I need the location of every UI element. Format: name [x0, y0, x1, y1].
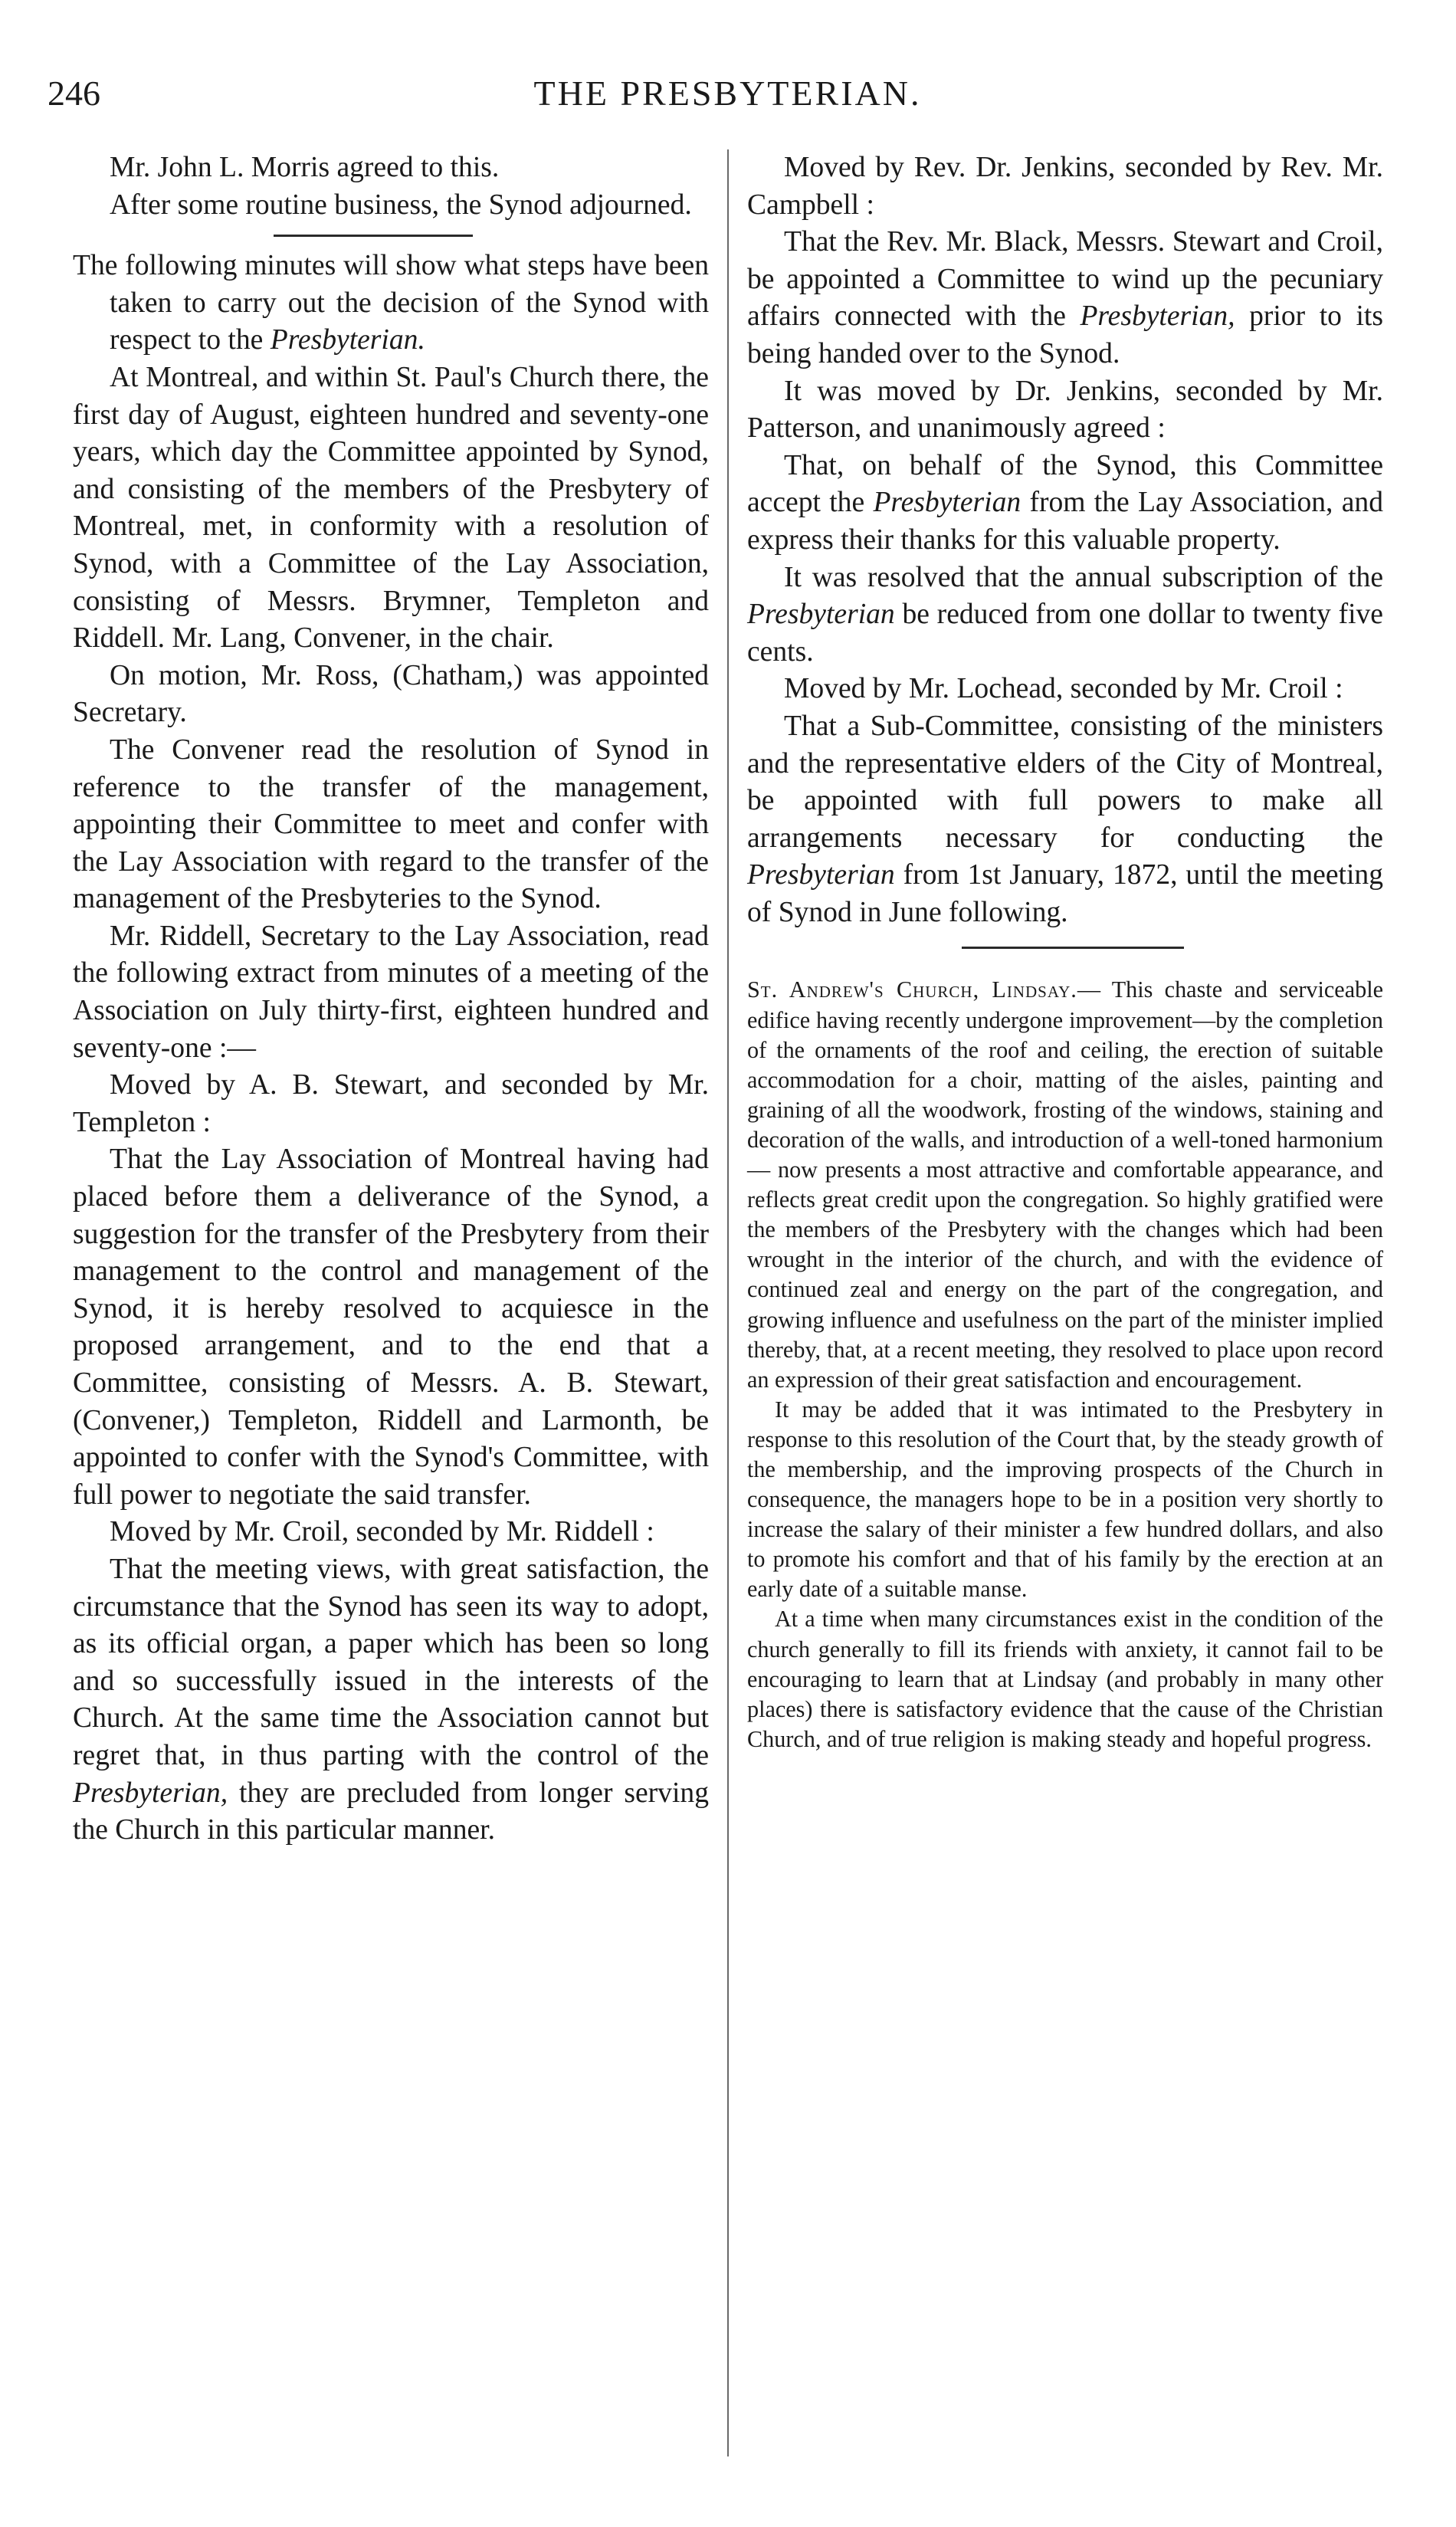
- paragraph: That the Rev. Mr. Black, Messrs. Stewart and Croil, be appointed a Committee to wind up the pecuniary affairs connected with the Presbyterian, prior to its being handed over to the Synod.: [747, 226, 1383, 369]
- paragraph: It was resolved that the annual subscription of the Presbyterian be reduced from one dollar to twenty five cents.: [747, 561, 1383, 668]
- section-divider: [274, 235, 473, 237]
- paragraph: That the meeting views, with great satisfaction, the circumstance that the Synod has seen its way to adopt, as its official organ, a paper which has been so long and so successfully issued in the interests of the Church. At the same time the Association cannot but regret that, in thus parting with the control of the Presbyterian, they are precluded from longer serving the Church in this particular manner.: [73, 1553, 709, 1846]
- paragraph: Moved by Mr. Croil, seconded by Mr. Riddell :: [110, 1516, 654, 1548]
- section-divider: [962, 947, 1184, 949]
- article-paragraph: At a time when many circumstances exist in the condition of the church generally to fill its friends with anxiety, it cannot fail to be encouraging to learn that at Lindsay (and probably in many other places) there is satisfactory evidence that the cause of the Christian Church, and of true religion is making steady and hopeful progress.: [747, 1606, 1383, 1752]
- running-head: THE PRESBYTERIAN.: [533, 74, 922, 113]
- paragraph: Moved by Rev. Dr. Jenkins, seconded by Rev. Mr. Campbell :: [747, 152, 1383, 221]
- left-column: [73, 149, 709, 1849]
- italic-title: Presbyterian,: [1080, 300, 1235, 333]
- italic-title: Presbyterian: [747, 599, 895, 631]
- paragraph: The Convener read the resolution of Synod in reference to the transfer of the management, appointing their Committee to meet and confer with the Lay Association with regard to the transfer of the management of the Presbyteries to the Synod.: [73, 733, 709, 915]
- article-paragraph: St. Andrew's Church, Lindsay.— This chaste and serviceable edifice having recently undergone improvement—by the completion of the ornaments of the roof and ceiling, the erection of suitable accommodation for a choir, matting of the aisles, painting and graining of all the woodwork, frosting of the windows, staining and decoration of the walls, and introduction of a well-toned harmonium — now presents a most attractive and comfortable appearance, and reflects great credit upon the congregation. So highly gratified were the members of the Presbytery with the changes which had been wrought in the interior of the church, and with the evidence of continued zeal and energy on the part of the congregation, and growing influence and usefulness on the part of the minister implied thereby, that, at a recent meeting, they resolved to place upon record an expression of their great satisfaction and encouragement.: [747, 976, 1383, 1393]
- paragraph: Moved by A. B. Stewart, and seconded by Mr. Templeton :: [73, 1069, 709, 1138]
- paragraph: That, on behalf of the Synod, this Committee accept the Presbyterian from the Lay Association, and express their thanks for this valuable property.: [747, 449, 1383, 556]
- paragraph: The following minutes will show what steps have been taken to carry out the decision of the Synod with respect to the Presbyterian.: [73, 250, 709, 356]
- right-column: [747, 149, 1383, 1754]
- paragraph: Mr. Riddell, Secretary to the Lay Association, read the following extract from minutes of a meeting of the Association on July thirty-first, eighteen hundred and seventy-one :—: [73, 920, 709, 1064]
- page-number: 246: [48, 74, 100, 113]
- article-paragraph: It may be added that it was intimated to the Presbytery in response to this resolution of the Court that, by the steady growth of the membership, and the improving prospects of the Church in consequence, the managers hope to be in a position very shortly to increase the salary of their minister a few hundred dollars, and also to promote his comfort and that of his family by the erection at an early date of a suitable manse.: [747, 1396, 1383, 1603]
- italic-title: Presbyterian.: [270, 324, 425, 356]
- paragraph: After some routine business, the Synod adjourned.: [110, 189, 692, 221]
- article-heading: St. Andrew's Church, Lindsay.: [747, 976, 1077, 1003]
- paragraph: On motion, Mr. Ross, (Chatham,) was appointed Secretary.: [73, 659, 709, 729]
- italic-title: Presbyterian: [873, 487, 1021, 519]
- paragraph: It was moved by Dr. Jenkins, seconded by Mr. Patterson, and unanimously agreed :: [747, 375, 1383, 445]
- news-article: [747, 975, 1383, 1754]
- paragraph: Mr. John L. Morris agreed to this.: [110, 152, 500, 183]
- italic-title: Presbyterian: [747, 859, 895, 891]
- italic-title: Presbyterian,: [73, 1777, 228, 1809]
- column-rule: [727, 149, 729, 2456]
- paragraph: That the Lay Association of Montreal having had placed before them a deliverance of the Synod, a suggestion for the transfer of the Presbytery from their management to the control and management of the Synod, it is hereby resolved to acquiesce in the proposed arrangement, and to the end that a Committee, consisting of Messrs. A. B. Stewart, (Convener,) Templeton, Riddell and Larmonth, be appointed to confer with the Synod's Committee, with full power to negotiate the said transfer.: [73, 1144, 709, 1511]
- page-header: [48, 73, 1408, 119]
- paragraph: At Montreal, and within St. Paul's Church there, the first day of August, eighteen hundred and seventy-one years, which day the Committee appointed by Synod, and consisting of the members of the Presbytery of Montreal, met, in conformity with a resolution of Synod, with a Committee of the Lay Association, consisting of Messrs. Brymner, Templeton and Riddell. Mr. Lang, Convener, in the chair.: [73, 361, 709, 655]
- paragraph: That a Sub-Committee, consisting of the ministers and the representative elders of the City of Montreal, be appointed with full powers to make all arrangements necessary for conducting the Presbyterian from 1st January, 1872, until the meeting of Synod in June following.: [747, 710, 1383, 928]
- minutes-continued: [747, 149, 1383, 931]
- paragraph: Moved by Mr. Lochead, seconded by Mr. Croil :: [784, 673, 1343, 705]
